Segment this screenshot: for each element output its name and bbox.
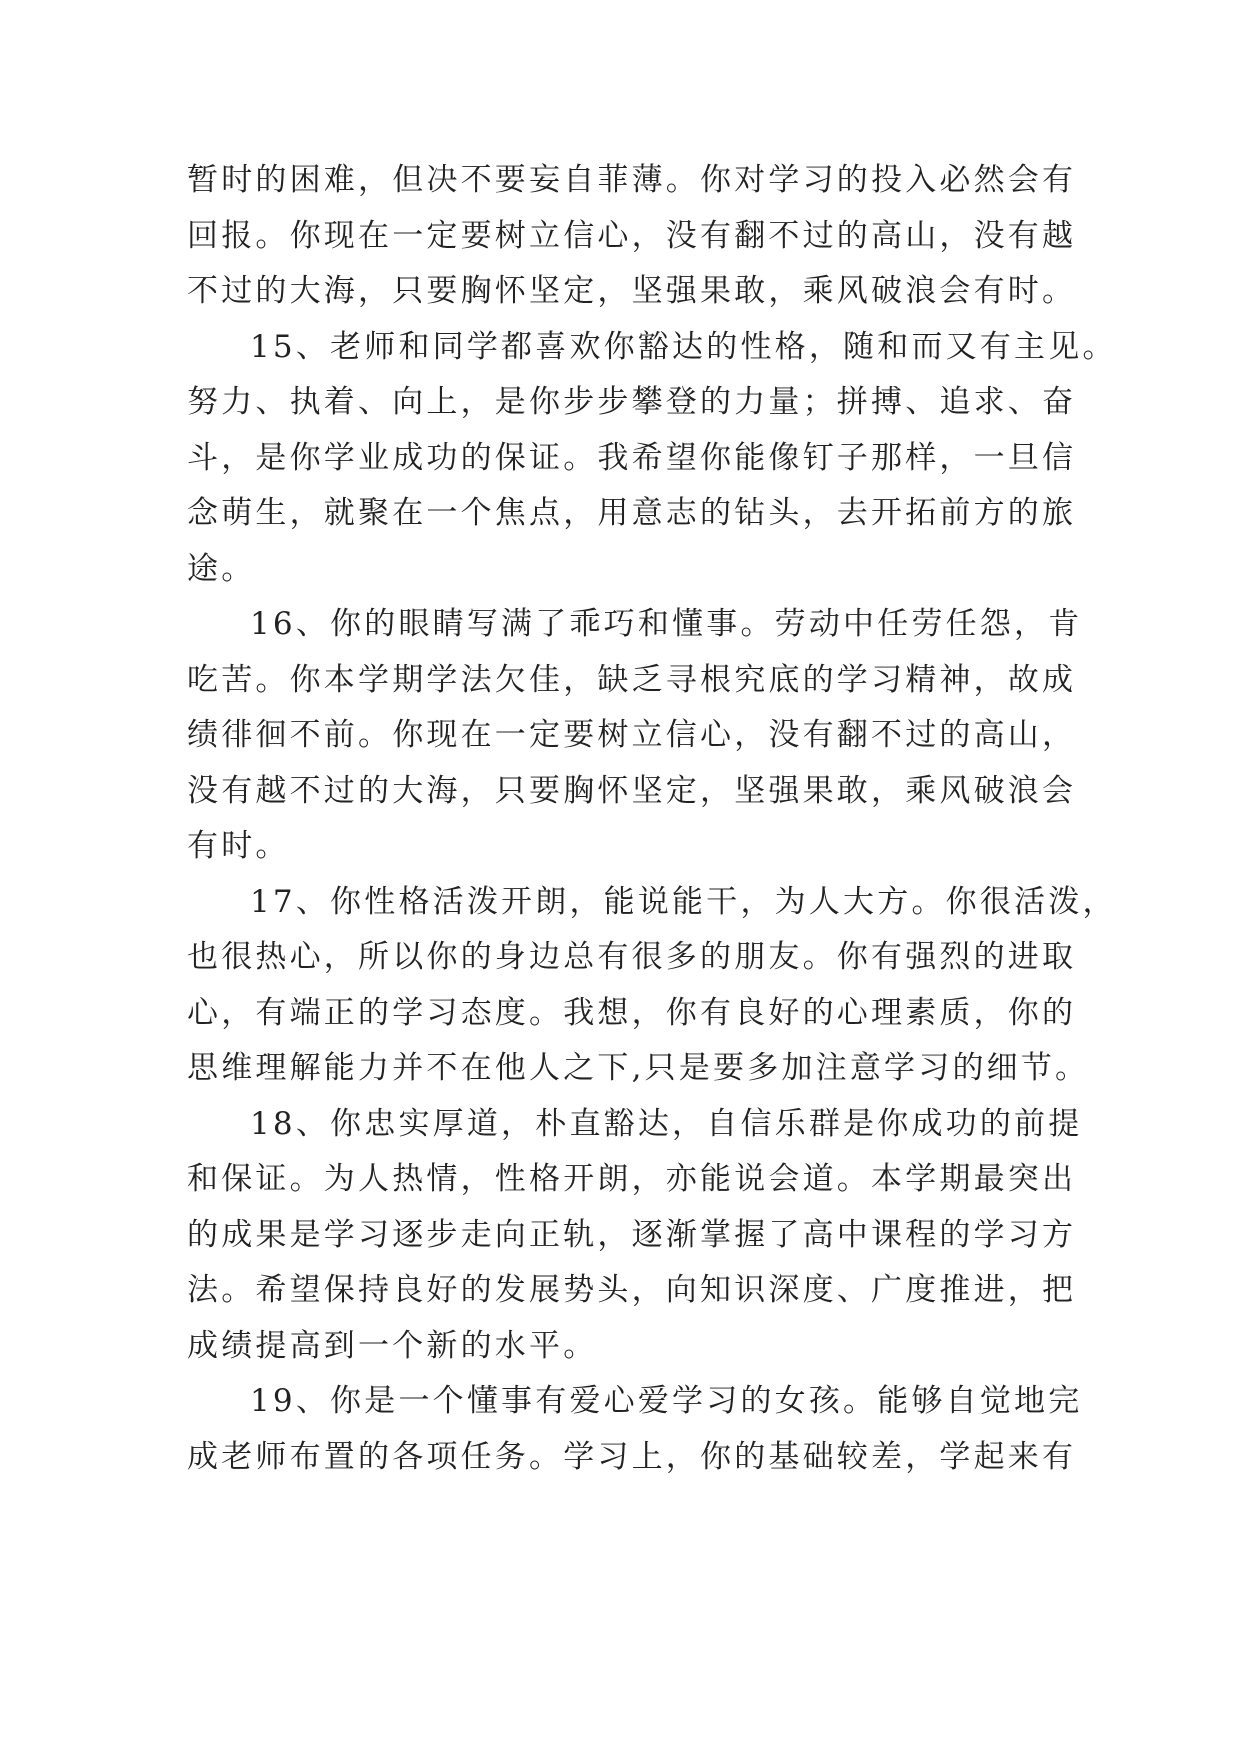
text-line: 16、你的眼睛写满了乖巧和懂事。劳动中任劳任怨，肯 [250, 606, 1083, 642]
text-line: 成绩提高到一个新的水平。 [187, 1327, 598, 1364]
text-line: 18、你忠实厚道，朴直豁达，自信乐群是你成功的前提 [250, 1105, 1083, 1142]
text-line: 没有越不过的大海，只要胸怀坚定，坚强果敢，乘风破浪会 [187, 772, 1077, 809]
text-line: 也很热心，所以你的身边总有很多的朋友。你有强烈的进取 [187, 939, 1077, 975]
text-line: 成老师布置的各项任务。学习上，你的基础较差，学起来有 [187, 1438, 1077, 1475]
text-line: 的成果是学习逐步走向正轨，逐渐掌握了高中课程的学习方 [187, 1216, 1077, 1253]
text-line: 努力、执着、向上，是你步步攀登的力量；拼搏、追求、奋 [187, 384, 1077, 420]
text-line: 思维理解能力并不在他人之下,只是要多加注意学习的细节。 [187, 1050, 1090, 1086]
paragraph-14-continued [187, 153, 1077, 320]
text-line: 念萌生，就聚在一个焦点，用意志的钻头，去开拓前方的旅 [187, 495, 1077, 531]
text-line: 绩徘徊不前。你现在一定要树立信心，没有翻不过的高山， [187, 717, 1077, 753]
paragraph-16 [187, 597, 1083, 875]
text-line: 15、老师和同学都喜欢你豁达的性格，随和而又有主见。 [250, 328, 1117, 365]
text-line: 斗，是你学业成功的保证。我希望你能像钉子那样，一旦信 [187, 439, 1077, 476]
text-line: 吃苦。你本学期学法欠佳，缺乏寻根究底的学习精神，故成 [187, 661, 1077, 698]
text-line: 途。 [187, 550, 256, 587]
text-line: 有时。 [187, 828, 290, 864]
paragraph-17 [187, 875, 1117, 1097]
paragraph-19 [187, 1374, 1083, 1485]
paragraph-18 [187, 1097, 1083, 1375]
text-line: 17、你性格活泼开朗，能说能干，为人大方。你很活泼， [250, 883, 1117, 920]
text-line: 心，有端正的学习态度。我想，你有良好的心理素质，你的 [187, 994, 1077, 1031]
document-body [187, 153, 1117, 1485]
text-line: 19、你是一个懂事有爱心爱学习的女孩。能够自觉地完 [250, 1383, 1083, 1419]
text-line: 和保证。为人热情，性格开朗，亦能说会道。本学期最突出 [187, 1161, 1077, 1197]
paragraph-15 [187, 320, 1117, 598]
text-line: 暂时的困难，但决不要妄自菲薄。你对学习的投入必然会有 [187, 162, 1077, 198]
text-line: 法。希望保持良好的发展势头，向知识深度、广度推进，把 [187, 1272, 1077, 1308]
text-line: 不过的大海，只要胸怀坚定，坚强果敢，乘风破浪会有时。 [187, 273, 1077, 309]
text-line: 回报。你现在一定要树立信心，没有翻不过的高山，没有越 [187, 217, 1077, 254]
